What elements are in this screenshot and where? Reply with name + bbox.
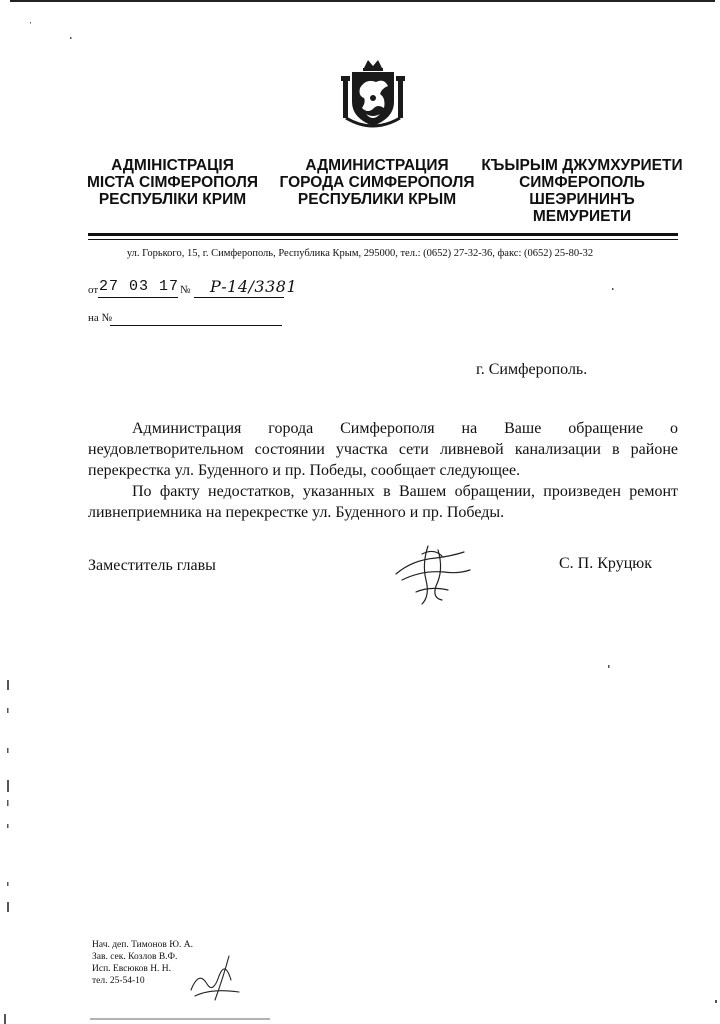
body-paragraph: Администрация города Симферополя на Ваше обращение о неудовлетворительном состоянии участка сети ливневой канализации в районе перекрестка ул. Буденного и пр. Победы, сообщает следующее. [88,420,678,479]
signatory-title: Заместитель главы [88,557,216,574]
city-line: г. Симферополь. [476,361,588,378]
org-crh-line: МЕМУРИЕТИ [532,208,632,225]
org-crh-line: ШЕЭРИНИНЪ [529,191,635,208]
org-crh-line: СИМФЕРОПОЛЬ [519,174,645,191]
org-crh-line: КЪЫРЫМ ДЖУМХУРИЕТИ [481,157,683,174]
reference-label: на № [88,312,113,324]
org-ua-line: РЕСПУБЛІКИ КРИМ [98,191,247,208]
executor-note-line: Нач. деп. Тимонов Ю. А. [92,940,193,950]
org-ua-line: МІСТА СІМФЕРОПОЛЯ [86,174,258,191]
executor-note-line: Исп. Евсюков Н. Н. [92,964,172,974]
org-ua-line: АДМІНІСТРАЦІЯ [111,157,234,174]
signatory-name: С. П. Круцюк [559,555,652,572]
org-ru-line: РЕСПУБЛИКИ КРЫМ [297,191,457,208]
org-ru-line: АДМИНИСТРАЦИЯ [305,157,449,174]
outgoing-date: 27 03 17 [99,278,180,295]
contact-address: ул. Горького, 15, г. Симферополь, Республика Крым, 295000, тел.: (0652) 27-32-36, факс: (0652) 25-80-32 [126,248,594,259]
from-label: от [88,284,99,296]
body-paragraph: По факту недостатков, указанных в Вашем обращении, произведен ремонт ливнеприемника на перекрестке ул. Буденного и пр. Победы. [88,483,678,521]
executor-note-line: тел. 25-54-10 [92,976,145,986]
number-label: № [180,284,191,296]
org-ru-line: ГОРОДА СИМФЕРОПОЛЯ [279,174,475,191]
outgoing-number: Р-14/3381 [210,277,298,296]
executor-note-line: Зав. сек. Козлов В.Ф. [92,952,178,962]
